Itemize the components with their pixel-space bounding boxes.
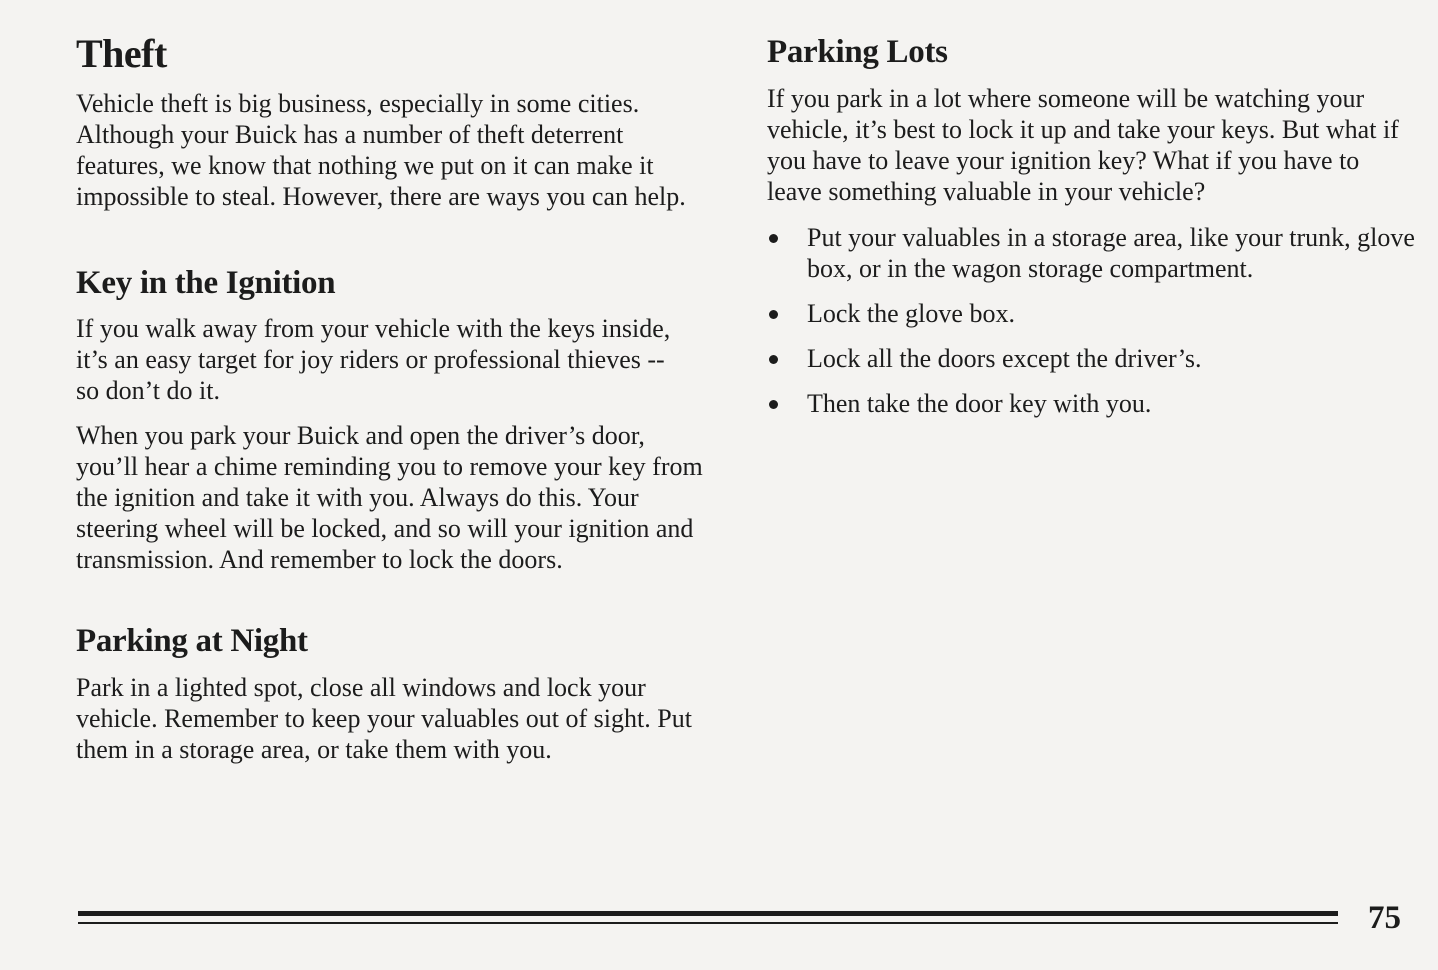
bullet-icon <box>769 355 778 364</box>
list-item-text: Then take the door key with you. <box>807 389 1152 418</box>
footer-rule-thick <box>78 911 1338 916</box>
bullet-icon <box>769 400 778 409</box>
key-in-ignition-paragraph-2: When you park your Buick and open the driver’s door, you’ll hear a chime reminding you to remove your key from the ignition and take it with you. Always do this. Your steering wheel will be locked, and so will your ignition and transmission. And remember to lock the doors. <box>76 421 703 574</box>
key-in-ignition-paragraph-1: If you walk away from your vehicle with the keys inside, it’s an easy target for joy riders or professional thieves -- so don’t do it. <box>76 314 671 405</box>
page-number: 75 <box>1368 900 1401 936</box>
parking-lots-heading: Parking Lots <box>767 34 948 70</box>
theft-paragraph: Vehicle theft is big business, especially in some cities. Although your Buick has a number of theft deterrent features, we know that nothing we put on it can make it impossible to steal. However, there are ways you can help. <box>76 89 686 211</box>
list-item-text: Lock all the doors except the driver’s. <box>807 344 1202 373</box>
parking-lots-paragraph: If you park in a lot where someone will be watching your vehicle, it’s best to lock it up and take your keys. But what if you have to leave your ignition key? What if you have to leave something valuable in your vehicle? <box>767 84 1399 206</box>
list-item <box>767 222 1417 284</box>
bullet-icon <box>769 310 778 319</box>
parking-at-night-heading: Parking at Night <box>76 623 308 659</box>
parking-lots-bullet-list <box>767 222 1417 433</box>
parking-at-night-paragraph: Park in a lighted spot, close all windows and lock your vehicle. Remember to keep your valuables out of sight. Put them in a storage area, or take them with you. <box>76 673 692 764</box>
list-item <box>767 388 1417 419</box>
bullet-icon <box>769 234 778 243</box>
list-item <box>767 298 1417 329</box>
theft-heading: Theft <box>76 31 167 76</box>
footer-rule-thin <box>78 922 1338 924</box>
list-item-text: Lock the glove box. <box>807 299 1015 328</box>
list-item <box>767 343 1417 374</box>
list-item-text: Put your valuables in a storage area, like your trunk, glove box, or in the wagon storage compartment. <box>807 223 1415 283</box>
key-in-ignition-heading: Key in the Ignition <box>76 265 336 301</box>
